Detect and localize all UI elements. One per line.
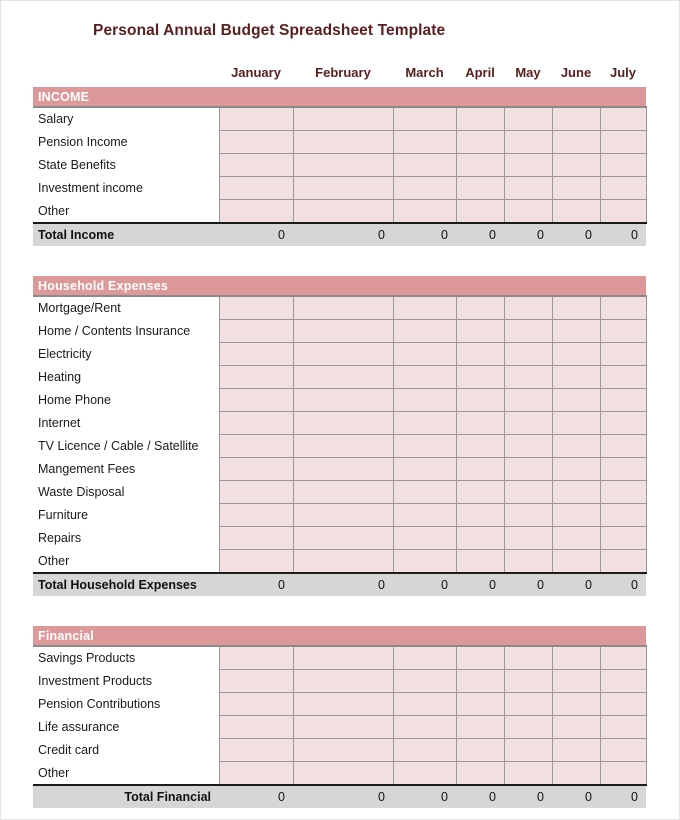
entry-cell-july[interactable]: [600, 154, 646, 177]
entry-cell-april[interactable]: [456, 131, 504, 154]
entry-cell-may[interactable]: [504, 296, 552, 320]
entry-cell-february[interactable]: [293, 646, 393, 670]
entry-cell-february[interactable]: [293, 693, 393, 716]
row-label: Salary: [33, 107, 219, 131]
entry-cell-june[interactable]: [552, 504, 600, 527]
entry-cell-march[interactable]: [393, 320, 456, 343]
entry-cell-may[interactable]: [504, 389, 552, 412]
entry-cell-march[interactable]: [393, 296, 456, 320]
entry-cell-january[interactable]: [219, 670, 293, 693]
entry-cell-july[interactable]: [600, 366, 646, 389]
total-value-may: 0: [504, 573, 552, 596]
table-row: [33, 154, 646, 177]
total-value-july: 0: [600, 573, 646, 596]
total-value-july: 0: [600, 223, 646, 246]
row-label: Waste Disposal: [33, 481, 219, 504]
total-value-february: 0: [293, 573, 393, 596]
total-row: [33, 573, 646, 596]
total-value-april: 0: [456, 573, 504, 596]
table-row: [33, 131, 646, 154]
entry-cell-may[interactable]: [504, 481, 552, 504]
entry-cell-june[interactable]: [552, 646, 600, 670]
row-label: TV Licence / Cable / Satellite: [33, 435, 219, 458]
entry-cell-july[interactable]: [600, 481, 646, 504]
entry-cell-january[interactable]: [219, 131, 293, 154]
entry-cell-june[interactable]: [552, 693, 600, 716]
row-label: Credit card: [33, 739, 219, 762]
row-label: Investment income: [33, 177, 219, 200]
entry-cell-march[interactable]: [393, 646, 456, 670]
entry-cell-february[interactable]: [293, 366, 393, 389]
entry-cell-may[interactable]: [504, 762, 552, 786]
entry-cell-february[interactable]: [293, 320, 393, 343]
entry-cell-february[interactable]: [293, 670, 393, 693]
entry-cell-april[interactable]: [456, 177, 504, 200]
row-label: Pension Income: [33, 131, 219, 154]
month-header-february: February: [293, 65, 393, 87]
total-value-june: 0: [552, 785, 600, 808]
total-value-may: 0: [504, 223, 552, 246]
entry-cell-january[interactable]: [219, 435, 293, 458]
budget-sheet: [33, 65, 646, 808]
entry-cell-april[interactable]: [456, 154, 504, 177]
entry-cell-april[interactable]: [456, 343, 504, 366]
entry-cell-january[interactable]: [219, 343, 293, 366]
entry-cell-january[interactable]: [219, 412, 293, 435]
total-label: Total Household Expenses: [33, 573, 219, 596]
total-value-june: 0: [552, 223, 600, 246]
table-row: [33, 504, 646, 527]
entry-cell-june[interactable]: [552, 481, 600, 504]
entry-cell-april[interactable]: [456, 200, 504, 224]
entry-cell-july[interactable]: [600, 762, 646, 786]
entry-cell-january[interactable]: [219, 154, 293, 177]
entry-cell-june[interactable]: [552, 177, 600, 200]
entry-cell-june[interactable]: [552, 154, 600, 177]
entry-cell-april[interactable]: [456, 389, 504, 412]
entry-cell-june[interactable]: [552, 550, 600, 574]
total-value-february: 0: [293, 785, 393, 808]
row-label: Pension Contributions: [33, 693, 219, 716]
entry-cell-january[interactable]: [219, 200, 293, 224]
row-label: Savings Products: [33, 646, 219, 670]
entry-cell-april[interactable]: [456, 550, 504, 574]
entry-cell-march[interactable]: [393, 435, 456, 458]
entry-cell-may[interactable]: [504, 550, 552, 574]
entry-cell-february[interactable]: [293, 343, 393, 366]
section-gap-cell: [33, 596, 646, 626]
entry-cell-may[interactable]: [504, 435, 552, 458]
entry-cell-july[interactable]: [600, 739, 646, 762]
entry-cell-june[interactable]: [552, 389, 600, 412]
entry-cell-july[interactable]: [600, 389, 646, 412]
entry-cell-february[interactable]: [293, 739, 393, 762]
row-label: Home / Contents Insurance: [33, 320, 219, 343]
entry-cell-march[interactable]: [393, 550, 456, 574]
entry-cell-january[interactable]: [219, 296, 293, 320]
entry-cell-february[interactable]: [293, 107, 393, 131]
entry-cell-june[interactable]: [552, 107, 600, 131]
entry-cell-may[interactable]: [504, 504, 552, 527]
table-row: [33, 412, 646, 435]
entry-cell-june[interactable]: [552, 527, 600, 550]
table-row: [33, 670, 646, 693]
row-label: State Benefits: [33, 154, 219, 177]
entry-cell-january[interactable]: [219, 527, 293, 550]
entry-cell-june[interactable]: [552, 296, 600, 320]
table-row: [33, 527, 646, 550]
total-value-march: 0: [393, 573, 456, 596]
entry-cell-february[interactable]: [293, 412, 393, 435]
row-label: Investment Products: [33, 670, 219, 693]
entry-cell-may[interactable]: [504, 739, 552, 762]
section-gap-cell: [33, 246, 646, 276]
entry-cell-july[interactable]: [600, 527, 646, 550]
row-label: Other: [33, 762, 219, 786]
entry-cell-march[interactable]: [393, 670, 456, 693]
total-value-january: 0: [219, 785, 293, 808]
table-row: [33, 320, 646, 343]
entry-cell-february[interactable]: [293, 154, 393, 177]
entry-cell-april[interactable]: [456, 412, 504, 435]
entry-cell-january[interactable]: [219, 458, 293, 481]
section-header-row: [33, 87, 646, 107]
table-row: [33, 739, 646, 762]
entry-cell-july[interactable]: [600, 693, 646, 716]
section-gap: [33, 596, 646, 626]
entry-cell-march[interactable]: [393, 504, 456, 527]
entry-cell-january[interactable]: [219, 762, 293, 786]
row-label: Furniture: [33, 504, 219, 527]
entry-cell-march[interactable]: [393, 343, 456, 366]
section-header-label: INCOME: [33, 87, 646, 107]
row-label: Heating: [33, 366, 219, 389]
row-label: Other: [33, 550, 219, 574]
entry-cell-june[interactable]: [552, 320, 600, 343]
row-label: Electricity: [33, 343, 219, 366]
total-value-february: 0: [293, 223, 393, 246]
entry-cell-january[interactable]: [219, 646, 293, 670]
entry-cell-february[interactable]: [293, 481, 393, 504]
total-value-march: 0: [393, 785, 456, 808]
entry-cell-may[interactable]: [504, 107, 552, 131]
table-row: [33, 296, 646, 320]
entry-cell-february[interactable]: [293, 550, 393, 574]
section-gap: [33, 246, 646, 276]
entry-cell-january[interactable]: [219, 716, 293, 739]
entry-cell-july[interactable]: [600, 320, 646, 343]
row-label: Mortgage/Rent: [33, 296, 219, 320]
entry-cell-may[interactable]: [504, 527, 552, 550]
entry-cell-june[interactable]: [552, 412, 600, 435]
entry-cell-february[interactable]: [293, 458, 393, 481]
entry-cell-march[interactable]: [393, 107, 456, 131]
entry-cell-january[interactable]: [219, 107, 293, 131]
entry-cell-january[interactable]: [219, 366, 293, 389]
section-header-label: Financial: [33, 626, 646, 646]
entry-cell-july[interactable]: [600, 670, 646, 693]
section-header-label: Household Expenses: [33, 276, 646, 296]
entry-cell-june[interactable]: [552, 343, 600, 366]
entry-cell-april[interactable]: [456, 739, 504, 762]
section-header-row: [33, 626, 646, 646]
entry-cell-march[interactable]: [393, 762, 456, 786]
entry-cell-march[interactable]: [393, 481, 456, 504]
entry-cell-june[interactable]: [552, 458, 600, 481]
entry-cell-march[interactable]: [393, 412, 456, 435]
entry-cell-may[interactable]: [504, 131, 552, 154]
entry-cell-february[interactable]: [293, 296, 393, 320]
total-label: Total Income: [33, 223, 219, 246]
total-value-january: 0: [219, 573, 293, 596]
row-label: Mangement Fees: [33, 458, 219, 481]
entry-cell-january[interactable]: [219, 389, 293, 412]
row-label: Repairs: [33, 527, 219, 550]
table-row: [33, 762, 646, 786]
entry-cell-may[interactable]: [504, 366, 552, 389]
entry-cell-january[interactable]: [219, 739, 293, 762]
table-row: [33, 716, 646, 739]
entry-cell-april[interactable]: [456, 527, 504, 550]
entry-cell-may[interactable]: [504, 177, 552, 200]
entry-cell-march[interactable]: [393, 154, 456, 177]
entry-cell-march[interactable]: [393, 527, 456, 550]
section-header-row: [33, 276, 646, 296]
entry-cell-june[interactable]: [552, 762, 600, 786]
entry-cell-april[interactable]: [456, 366, 504, 389]
entry-cell-january[interactable]: [219, 481, 293, 504]
entry-cell-july[interactable]: [600, 343, 646, 366]
row-label: Life assurance: [33, 716, 219, 739]
entry-cell-february[interactable]: [293, 131, 393, 154]
table-row: [33, 389, 646, 412]
entry-cell-may[interactable]: [504, 716, 552, 739]
total-value-july: 0: [600, 785, 646, 808]
month-header-july: July: [600, 65, 646, 87]
entry-cell-july[interactable]: [600, 716, 646, 739]
entry-cell-march[interactable]: [393, 693, 456, 716]
entry-cell-june[interactable]: [552, 739, 600, 762]
entry-cell-may[interactable]: [504, 670, 552, 693]
entry-cell-april[interactable]: [456, 481, 504, 504]
entry-cell-april[interactable]: [456, 762, 504, 786]
entry-cell-april[interactable]: [456, 320, 504, 343]
entry-cell-april[interactable]: [456, 670, 504, 693]
row-label: Home Phone: [33, 389, 219, 412]
entry-cell-january[interactable]: [219, 504, 293, 527]
entry-cell-february[interactable]: [293, 527, 393, 550]
table-row: [33, 435, 646, 458]
table-row: [33, 481, 646, 504]
entry-cell-may[interactable]: [504, 320, 552, 343]
table-row: [33, 343, 646, 366]
entry-cell-march[interactable]: [393, 366, 456, 389]
entry-cell-may[interactable]: [504, 458, 552, 481]
entry-cell-february[interactable]: [293, 389, 393, 412]
entry-cell-july[interactable]: [600, 550, 646, 574]
entry-cell-january[interactable]: [219, 177, 293, 200]
entry-cell-january[interactable]: [219, 320, 293, 343]
entry-cell-june[interactable]: [552, 670, 600, 693]
entry-cell-march[interactable]: [393, 200, 456, 224]
month-header-june: June: [552, 65, 600, 87]
month-header-may: May: [504, 65, 552, 87]
entry-cell-march[interactable]: [393, 389, 456, 412]
entry-cell-july[interactable]: [600, 107, 646, 131]
entry-cell-may[interactable]: [504, 343, 552, 366]
entry-cell-april[interactable]: [456, 716, 504, 739]
budget-table: [33, 65, 647, 808]
entry-cell-april[interactable]: [456, 646, 504, 670]
entry-cell-february[interactable]: [293, 200, 393, 224]
entry-cell-july[interactable]: [600, 131, 646, 154]
entry-cell-june[interactable]: [552, 366, 600, 389]
entry-cell-july[interactable]: [600, 296, 646, 320]
entry-cell-may[interactable]: [504, 200, 552, 224]
table-row: [33, 646, 646, 670]
entry-cell-march[interactable]: [393, 716, 456, 739]
entry-cell-april[interactable]: [456, 504, 504, 527]
row-label: Internet: [33, 412, 219, 435]
entry-cell-july[interactable]: [600, 646, 646, 670]
entry-cell-july[interactable]: [600, 504, 646, 527]
entry-cell-june[interactable]: [552, 200, 600, 224]
entry-cell-may[interactable]: [504, 154, 552, 177]
total-label: Total Financial: [33, 785, 219, 808]
entry-cell-june[interactable]: [552, 435, 600, 458]
entry-cell-april[interactable]: [456, 458, 504, 481]
entry-cell-february[interactable]: [293, 504, 393, 527]
month-header-row: [33, 65, 646, 87]
entry-cell-july[interactable]: [600, 177, 646, 200]
month-header-april: April: [456, 65, 504, 87]
entry-cell-july[interactable]: [600, 412, 646, 435]
entry-cell-may[interactable]: [504, 693, 552, 716]
entry-cell-february[interactable]: [293, 762, 393, 786]
total-value-april: 0: [456, 223, 504, 246]
total-value-may: 0: [504, 785, 552, 808]
table-row: [33, 550, 646, 574]
table-row: [33, 458, 646, 481]
row-label: Other: [33, 200, 219, 224]
entry-cell-april[interactable]: [456, 107, 504, 131]
total-value-june: 0: [552, 573, 600, 596]
month-header-january: January: [219, 65, 293, 87]
total-value-march: 0: [393, 223, 456, 246]
entry-cell-april[interactable]: [456, 435, 504, 458]
entry-cell-march[interactable]: [393, 177, 456, 200]
entry-cell-april[interactable]: [456, 296, 504, 320]
table-row: [33, 177, 646, 200]
table-row: [33, 200, 646, 224]
table-row: [33, 693, 646, 716]
table-row: [33, 366, 646, 389]
total-row: [33, 223, 646, 246]
entry-cell-february[interactable]: [293, 177, 393, 200]
entry-cell-july[interactable]: [600, 435, 646, 458]
entry-cell-july[interactable]: [600, 200, 646, 224]
entry-cell-may[interactable]: [504, 646, 552, 670]
entry-cell-march[interactable]: [393, 739, 456, 762]
entry-cell-june[interactable]: [552, 716, 600, 739]
entry-cell-june[interactable]: [552, 131, 600, 154]
entry-cell-july[interactable]: [600, 458, 646, 481]
entry-cell-january[interactable]: [219, 693, 293, 716]
page-title: Personal Annual Budget Spreadsheet Template: [93, 22, 446, 39]
table-row: [33, 107, 646, 131]
entry-cell-february[interactable]: [293, 435, 393, 458]
total-row: [33, 785, 646, 808]
entry-cell-april[interactable]: [456, 693, 504, 716]
month-header-march: March: [393, 65, 456, 87]
entry-cell-may[interactable]: [504, 412, 552, 435]
entry-cell-march[interactable]: [393, 458, 456, 481]
total-value-january: 0: [219, 223, 293, 246]
entry-cell-january[interactable]: [219, 550, 293, 574]
entry-cell-february[interactable]: [293, 716, 393, 739]
entry-cell-march[interactable]: [393, 131, 456, 154]
month-header-spacer: [33, 65, 219, 87]
total-value-april: 0: [456, 785, 504, 808]
